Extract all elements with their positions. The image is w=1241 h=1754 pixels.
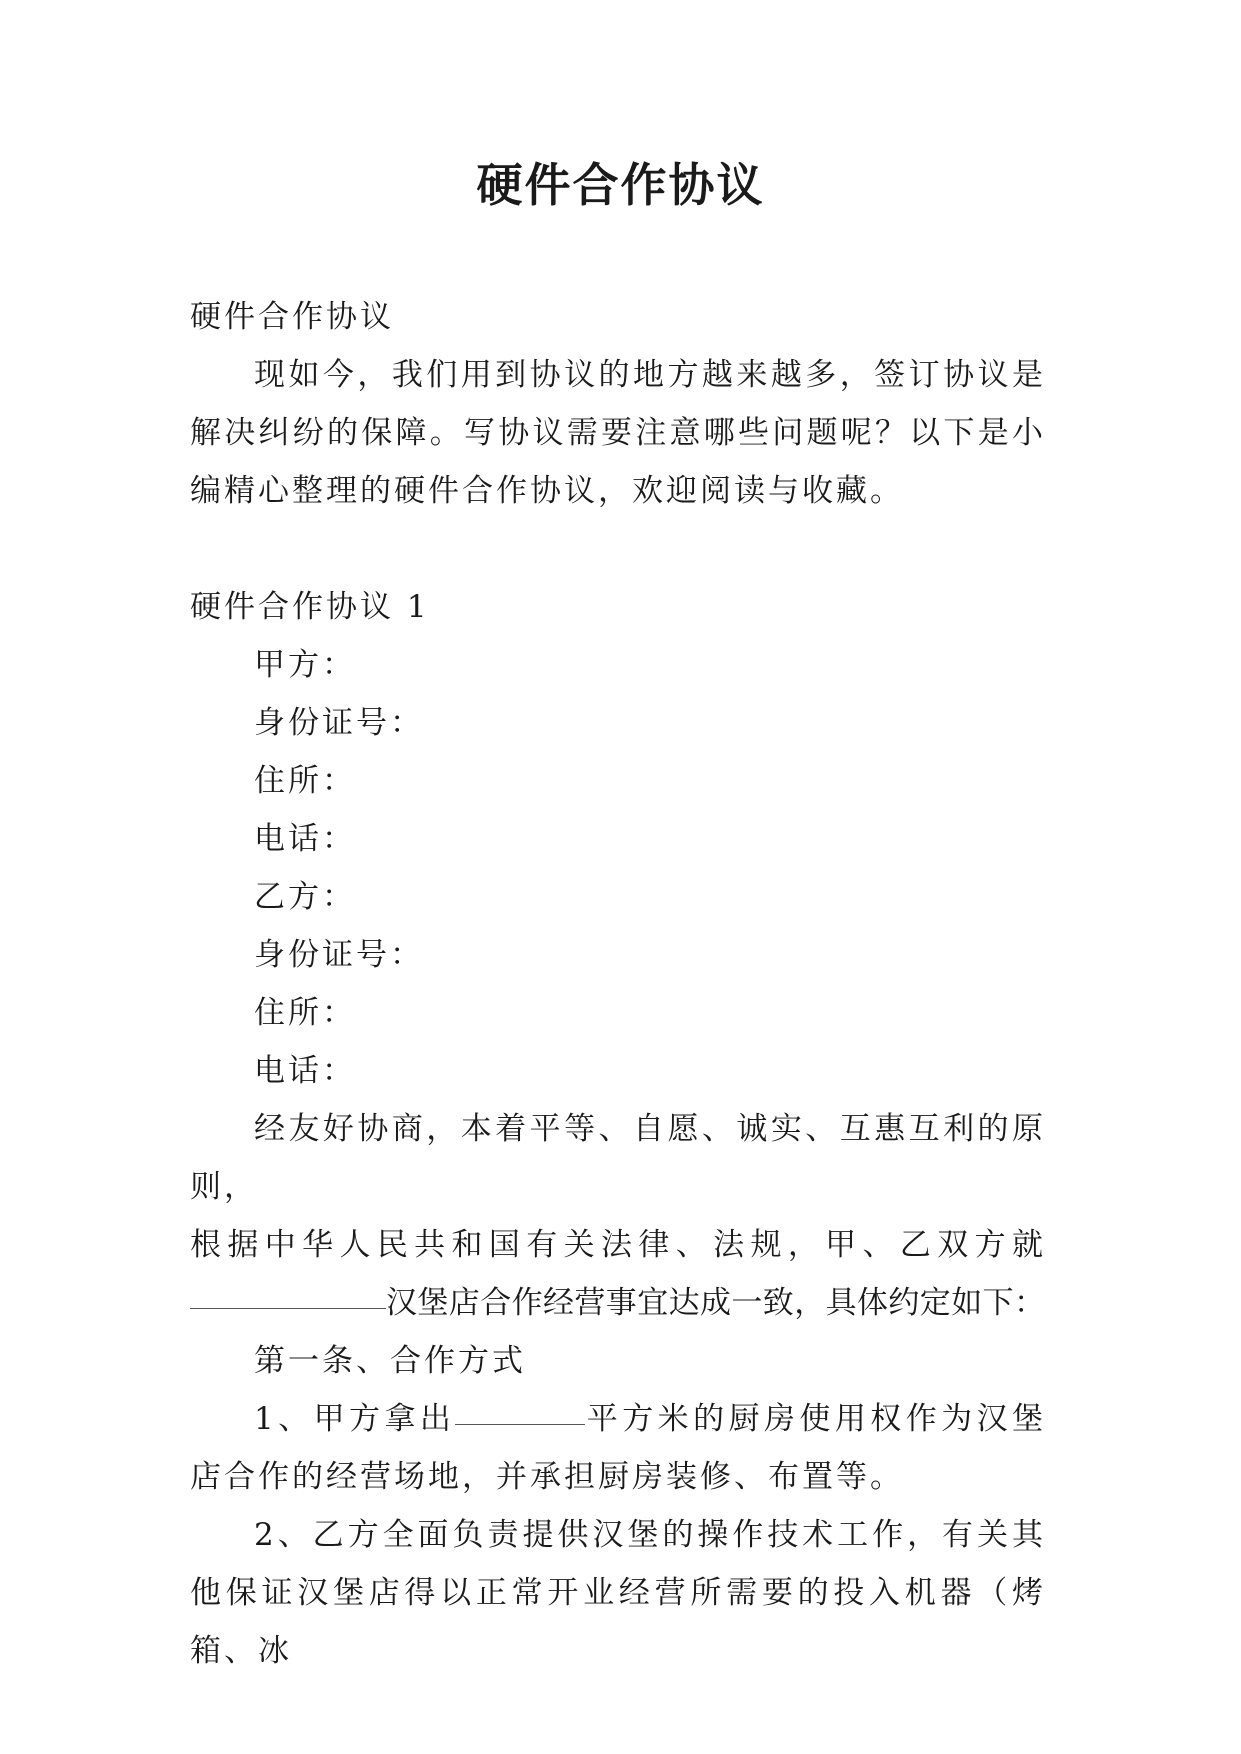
preamble-line-3-text: 汉堡店合作经营事宜达成一致，具体约定如下： bbox=[386, 1285, 1046, 1321]
clause-2: 2、乙方全面负责提供汉堡的操作技术工作，有关其他保证汉堡店得以正常开业经营所需要的投入机器（烤箱、冰 bbox=[190, 1517, 1046, 1669]
blank-line bbox=[190, 1272, 386, 1309]
party-a-id-field: 身份证号： bbox=[254, 705, 424, 741]
document-title: 硬件合作协议 bbox=[476, 158, 765, 212]
preamble-line-2: 根据中华人民共和国有关法律、法规，甲、乙双方就 bbox=[190, 1227, 1046, 1263]
preamble-line-1: 经友好协商，本着平等、自愿、诚实、互惠互利的原则， bbox=[190, 1111, 1046, 1205]
article-heading: 第一条、合作方式 bbox=[254, 1343, 526, 1379]
party-b-phone-field: 电话： bbox=[254, 1053, 356, 1089]
blank-line bbox=[455, 1388, 585, 1425]
party-a-phone-field: 电话： bbox=[254, 821, 356, 857]
party-b-field: 乙方： bbox=[254, 879, 356, 915]
preamble-line-3 bbox=[190, 1274, 1046, 1332]
clause-1-rest: 平方米的厨房使用权作为汉堡店合作的经营场地，并承担厨房装修、布置等。 bbox=[190, 1401, 1046, 1495]
section-heading: 硬件合作协议 1 bbox=[190, 589, 430, 625]
clause-1-start: 1、甲方拿出 bbox=[254, 1401, 456, 1437]
party-a-address-field: 住所： bbox=[254, 763, 356, 799]
party-b-address-field: 住所： bbox=[254, 995, 356, 1031]
intro-paragraph: 现如今，我们用到协议的地方越来越多，签订协议是解决纠纷的保障。写协议需要注意哪些问题呢？以下是小编精心整理的硬件合作协议，欢迎阅读与收藏。 bbox=[190, 357, 1046, 509]
party-b-id-field: 身份证号： bbox=[254, 937, 424, 973]
party-a-field: 甲方： bbox=[254, 647, 356, 683]
spacer bbox=[190, 520, 1046, 578]
subtitle: 硬件合作协议 bbox=[190, 299, 394, 335]
clause-1 bbox=[190, 1390, 1046, 1506]
document-body bbox=[190, 288, 1046, 1680]
